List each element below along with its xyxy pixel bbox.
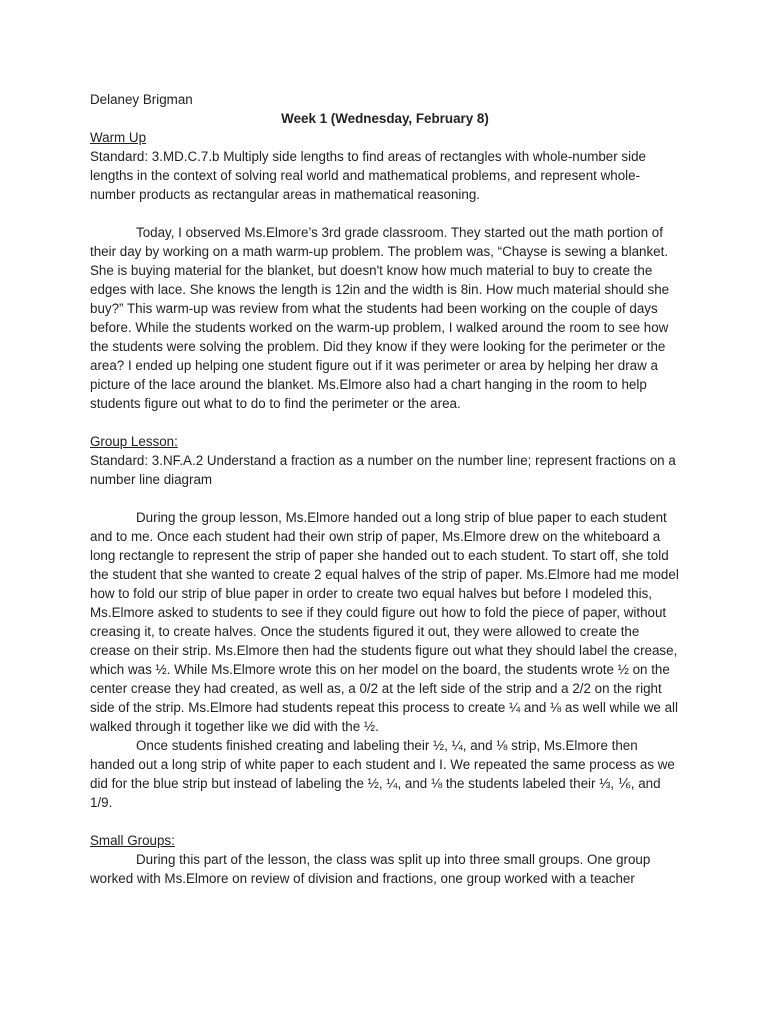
warm-up-standard: Standard: 3.MD.C.7.b Multiply side lengths to find areas of rectangles with whole-number side lengths in the context of solving real world and mathematical problems, and represent whole-number products as rectangular areas in mathematical reasoning. — [90, 149, 646, 202]
spacer — [90, 489, 680, 508]
small-groups-paragraph: During this part of the lesson, the class was split up into three small groups. One group worked with Ms.Elmore on review of division and fractions, one group worked with a teacher — [90, 852, 651, 886]
small-groups-heading: Small Groups: — [90, 833, 175, 848]
group-lesson-paragraph-1: During the group lesson, Ms.Elmore handed out a long strip of blue paper to each student and to me. Once each student had their own strip of paper, Ms.Elmore drew on the whiteboard a long rectangle to represent the strip of paper she handed out to each student. To start off, she told the student that she wanted to create 2 equal halves of the strip of paper. Ms.Elmore had me model how to fold our strip of blue paper in order to create two equal halves but before I modeled this, Ms.Elmore asked to students to see if they could figure out how to fold the piece of paper, without creasing it, to create halves. Once the students figured it out, they were allowed to create the crease on their strip. Ms.Elmore then had the students figure out what they should label the crease, which was ½. While Ms.Elmore wrote this on her model on the board, the students wrote ½ on the center crease they had created, as well as, a 0/2 at the left side of the strip and a 2/2 on the right side of the strip. Ms.Elmore had students repeat this process to create ¼ and ⅛ as well while we all walked through it together like we did with the ½. — [90, 510, 679, 734]
spacer — [90, 204, 680, 223]
spacer — [90, 413, 680, 432]
warm-up-heading: Warm Up — [90, 130, 147, 145]
group-lesson-heading: Group Lesson: — [90, 434, 178, 449]
document-title: Week 1 (Wednesday, February 8) — [281, 111, 489, 126]
author-name: Delaney Brigman — [90, 92, 193, 107]
warm-up-paragraph: Today, I observed Ms.Elmore’s 3rd grade classroom. They started out the math portion of their day by working on a math warm-up problem. The problem was, “Chayse is sewing a blanket. She is buying material for the blanket, but doesn't know how much material to buy to create the edges with lace. She knows the length is 12in and the width is 8in. How much material should she buy?” This warm-up was review from what the students had been working on the couple of days before. While the students worked on the warm-up problem, I walked around the room to see how the students were solving the problem. Did they know if they were looking for the perimeter or the area? I ended up helping one student figure out if it was perimeter or area by helping her draw a picture of the lace around the blanket. Ms.Elmore also had a chart hanging in the room to help students figure out what to do to find the perimeter or the area. — [90, 225, 670, 411]
document-page — [90, 90, 680, 888]
group-lesson-standard: Standard: 3.NF.A.2 Understand a fraction as a number on the number line; represent fractions on a number line diagram — [90, 453, 676, 487]
spacer — [90, 812, 680, 831]
group-lesson-paragraph-2: Once students finished creating and labeling their ½, ¼, and ⅛ strip, Ms.Elmore then handed out a long strip of white paper to each student and I. We repeated the same process as we did for the blue strip but instead of labeling the ½, ¼, and ⅛ the students labeled their ⅓, ⅙, and 1/9. — [90, 738, 675, 810]
